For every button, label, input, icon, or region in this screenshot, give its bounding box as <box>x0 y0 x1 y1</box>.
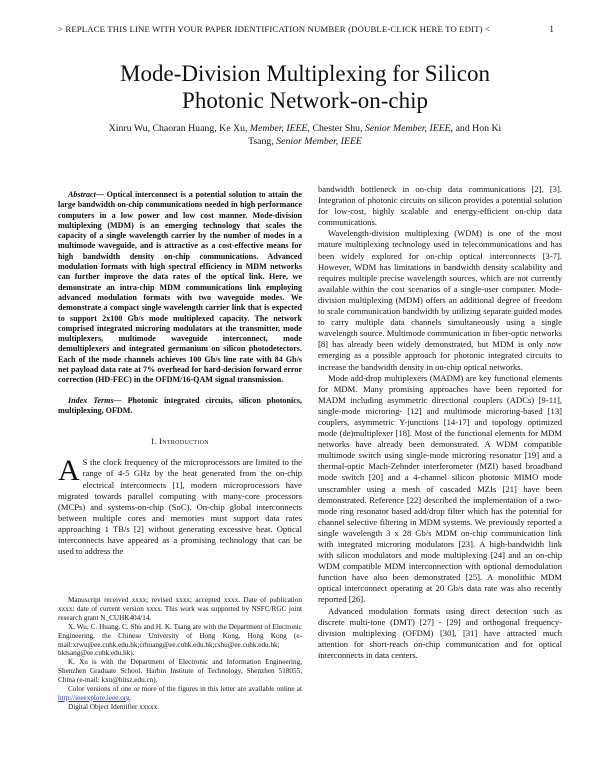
title-line-2: Photonic Network-on-chip <box>182 88 428 113</box>
senior-member-title-2: Senior Member, IEEE <box>276 136 362 147</box>
authors-line-1 <box>58 122 552 135</box>
section-heading-introduction <box>58 436 302 447</box>
senior-member-title-1: Senior Member, IEEE <box>364 123 451 134</box>
footnote-manuscript: Manuscript received xxxx; revised xxxx; accepted xxxx. Date of publication xxxx; date of current version xxxx. This work was supported by NSFC/RGC joint research grant N_CUHK404/14. <box>58 596 302 622</box>
page-number: 1 <box>549 24 554 34</box>
title-line-1: Mode-Division Multiplexing for Silicon <box>120 61 490 86</box>
footnote-doi: Digital Object Identifier xxxxx. <box>68 702 160 711</box>
member-title: Member, IEEE <box>249 123 308 134</box>
ieeexplore-link[interactable]: http://ieeexplore.ieee.org <box>58 693 130 702</box>
authors-line-2 <box>58 135 552 148</box>
index-terms-text: — Photonic integrated circuits, silicon photonics, multiplexing, OFDM. <box>58 395 302 415</box>
header-instruction[interactable]: > REPLACE THIS LINE WITH YOUR PAPER IDENTIFICATION NUMBER (DOUBLE-CLICK HERE TO EDIT) < <box>58 24 490 34</box>
footnotes <box>58 596 302 712</box>
intro-paragraph <box>58 454 302 557</box>
section-name: Introduction <box>159 436 209 447</box>
authors-names-2: , Chester Shu, <box>307 123 365 134</box>
madm-paragraph: Mode add-drop multiplexers (MADM) are key functional elements for MDM. Many promising approaches have been reported for MADM including asymmetric directional couplers (ADCs) [9-11], single-mode microring- [12] and multimode microring-based [13] couplers, asymmetric Y-junctions [14-17] and topology optimized mode (de)multiplexer [18]. Most of the functional elements for MDM networks have already been demonstrated. A WDM compatible multimode switch using single-mode microring resonator [19] and a thermal-optic Mach-Zehnder interferometer (MZI) based broadband mode switch [20] and a 4-channel silicon photonic MIMO mode unscrambler using a mesh of cascaded MZIs [21] have been demonstrated. Reference [22] described the implementation of a two-mode ring resonator based add/drop filter which has the potential for channel selective filtering in MDM systems. We previously reported a single wavelength 3 x 28 Gb/s MDM on-chip communication link with integrated microring modulators [23]. A high-bandwidth link with silicon modulators and mode multiplexing [24] and an on-chip WDM compatible MDM interconnection with optional demodulation function have also been demonstrated [25]. A monolithic MDM optical interconnect operating at 20 Gb/s data rate was also recently reported [26]. <box>318 372 562 605</box>
intro-continued: bandwidth bottleneck in on-chip data communications [2], [3]. Integration of photonic circuits on silicon provides a potential solution for low-cost, highly scalable and energy-efficient on-chip data communications. <box>318 184 562 228</box>
footnote-color-text: Color versions of one or more of the figures in this letter are available online at <box>68 685 302 694</box>
author-list <box>58 122 552 148</box>
abstract <box>58 190 302 386</box>
index-terms <box>58 396 302 417</box>
index-terms-label: Index Terms <box>68 395 114 405</box>
authors-names-4: Tsang, <box>248 136 277 147</box>
wdm-paragraph: Wavelength-division multiplexing (WDM) is one of the most mature multiplexing technology used in telecommunications and has been widely explored for on-chip optical interconnects [3-7]. However, WDM has limitations in bandwidth density scalability and requires multiple precise wavelength sources, which are not currently available within the cost scenarios of a single-user computer. Mode-division multiplexing (MDM) offers an additional degree of freedom to scale communication bandwidth by utilizing separate guided modes to carry multiple data channels simultaneously using a single wavelength source. Multimode communication in fiber-optic networks [8] has already been widely demonstrated, but MDM is only now emerging as a possible approach for photonic integrated circuits to increase the bandwidth density in on-chip optical networks. <box>318 228 562 372</box>
abstract-label: Abstract <box>68 190 96 199</box>
authors-names-3: , and Hon Ki <box>450 123 502 134</box>
right-column <box>318 184 562 661</box>
left-column <box>58 190 302 557</box>
footnote-color-versions <box>58 685 302 703</box>
paper-title <box>58 60 552 114</box>
footnote-affiliation-hit: K. Xu is with the Department of Electronic and Information Engineering, Shenzhen Graduate School, Harbin Institute of Technology, Shenzhen 518055, China (e-mail: kxu@hitsz.edu.cn). <box>58 658 302 685</box>
drop-cap: A <box>58 454 80 488</box>
footnote-color-end: . <box>129 693 132 702</box>
authors-names-1: Xinru Wu, Chaoran Huang, Ke Xu, <box>108 123 250 134</box>
section-numeral: I. <box>151 436 160 447</box>
modulation-paragraph: Advanced modulation formats using direct detection such as discrete multi-tone (DMT) [27] - [29] and orthogonal frequency-division multiplexing (OFDM) [30], [31] have attracted much attention for short-reach on-chip communication and for optical interconnects in data centers. <box>318 605 562 660</box>
footnote-affiliation-cuhk: X. Wu, C. Huang, C. Shu and H. K. Tsang are with the Department of Electronic Engineering, the Chinese University of Hong Kong, Hong Kong (e-mail:xrwu@ee.cuhk.edu.hk;crhuang@ee.cuhk.edu.hk;cshu@ee.cuhk.edu.hk; hktsang@ee.cuhk.edu.hk). <box>58 622 302 658</box>
running-header <box>58 24 554 34</box>
abstract-text: — Optical interconnect is a potential solution to attain the large bandwidth on-chip communications needed in high performance computers in a low power and low cost manner. Mode-division multiplexing (MDM) is an emerging technology that scales the capacity of a single wavelength carrier by the number of modes in a multimode waveguide, and is attractive as a cost-effective means for high bandwidth density on-chip communications. Advanced modulation formats with high spectral efficiency in MDM networks can further improve the data rates of the optical link. Here, we demonstrate an intra-chip MDM communications link employing advanced modulation formats with two waveguide modes. We demonstrate a compact single wavelength carrier link that is expected to support 2x100 Gb/s mode multiplexed capacity. The network comprised integrated microring modulators at the transmitter, mode multiplexers, multimode waveguide interconnect, mode demultiplexers and integrated germanium on silicon photodetectors. Each of the mode channels achieves 100 Gb/s line rate with 84 Gb/s net payload data rate at 7% overhead for hard-decision forward error correction (HD-FEC) in the OFDM/16-QAM signal transmission. <box>58 190 302 385</box>
intro-text: S the clock frequency of the microprocessors are limited to the range of 4-5 GHz by the heat generated from the on-chip electrical interconnects [1], modern microprocessors have migrated towards parallel computing with many-core processors (MCPs) and systems-on-chip (SoC). On-chip global interconnects between multiple cores and memories must support data rates approaching 1 TB/s [2] without generating excessive heat. Optical interconnects have appeared as a promising technology that can be used to address the <box>58 457 302 557</box>
